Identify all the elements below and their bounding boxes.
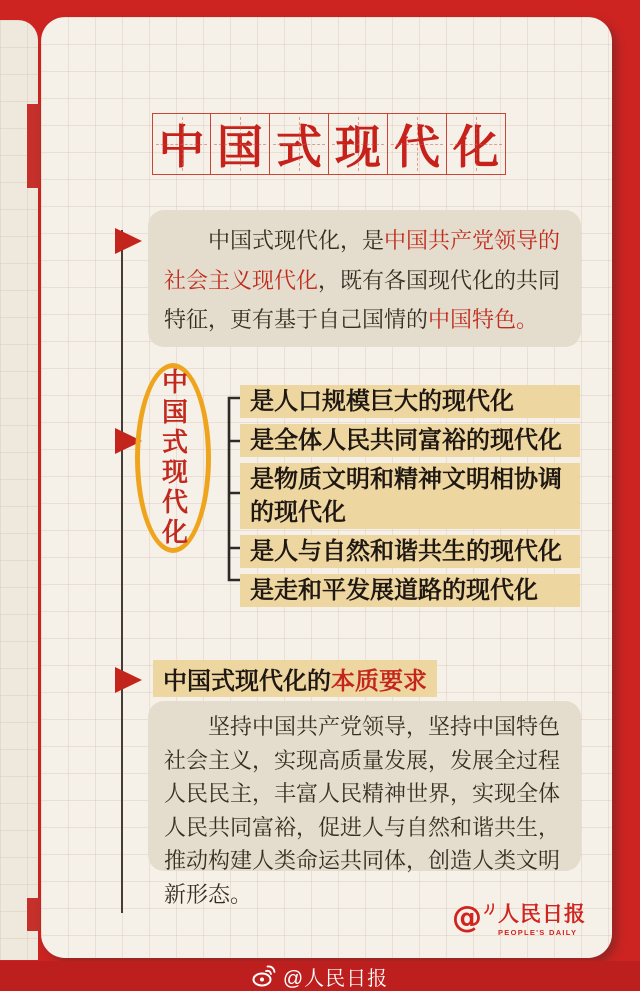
at-megaphone-icon: @: [452, 900, 482, 935]
title-char-cell: 式: [270, 113, 329, 175]
sound-waves-icon: [483, 901, 495, 915]
concept-oval: [135, 363, 211, 553]
weibo-icon: [252, 965, 276, 987]
intro-segment-highlight: 中国特色。: [428, 307, 539, 332]
essence-heading: [153, 660, 437, 697]
intro-segment: 中国式现代化，是: [208, 228, 385, 253]
footer-bar: [0, 961, 640, 991]
title-char-cell: 化: [447, 113, 506, 175]
intro-paragraph: [164, 221, 565, 340]
intro-segment-highlight: 中国共产党领导的社会主义现代化: [164, 228, 561, 293]
concept-oval-label: 中国式现代化: [157, 368, 188, 548]
list-item: 是人与自然和谐共生的现代化: [240, 535, 580, 568]
list-item: 是全体人民共同富裕的现代化: [240, 424, 580, 457]
logo-text: [498, 904, 586, 937]
intro-segment: ，既有各国现代化的共同特征，更有基于自己国情的: [164, 267, 561, 332]
bookmark-tab-top: [27, 104, 40, 188]
list-item: 是物质文明和精神文明相协调的现代化: [240, 463, 580, 529]
poster-card: [41, 17, 612, 958]
logo-subtitle: PEOPLE'S DAILY: [498, 928, 578, 937]
essence-heading-red: 本质要求: [331, 668, 427, 695]
section-marker-triangle-icon: [115, 228, 142, 254]
title-char-cell: 中: [152, 113, 211, 175]
section-marker-triangle-icon: [115, 667, 142, 693]
list-item: 是人口规模巨大的现代化: [240, 385, 580, 418]
list-item: 是走和平发展道路的现代化: [240, 574, 580, 607]
title-char-cell: 国: [211, 113, 270, 175]
essence-paragraph-panel: [148, 701, 581, 907]
bookmark-tab-bottom: [27, 898, 40, 931]
page-title: [152, 113, 506, 175]
footer-handle: @人民日报: [282, 967, 389, 990]
intro-paragraph-panel: [148, 210, 581, 347]
title-char-cell: 代: [388, 113, 447, 175]
logo-name: 人民日报: [498, 903, 586, 926]
essence-paragraph: 坚持中国共产党领导，坚持中国特色社会主义，实现高质量发展，发展全过程人民民主，丰富人民精神世界，实现全体人民共同富裕，促进人与自然和谐共生，推动构建人类命运共同体，创造人类文明新形态。: [164, 714, 561, 907]
peoples-daily-logo: [452, 900, 586, 937]
title-char-cell: 现: [329, 113, 388, 175]
essence-heading-black: 中国式现代化的: [163, 668, 331, 695]
timeline-line: [121, 230, 123, 913]
characteristics-list: [240, 383, 580, 607]
